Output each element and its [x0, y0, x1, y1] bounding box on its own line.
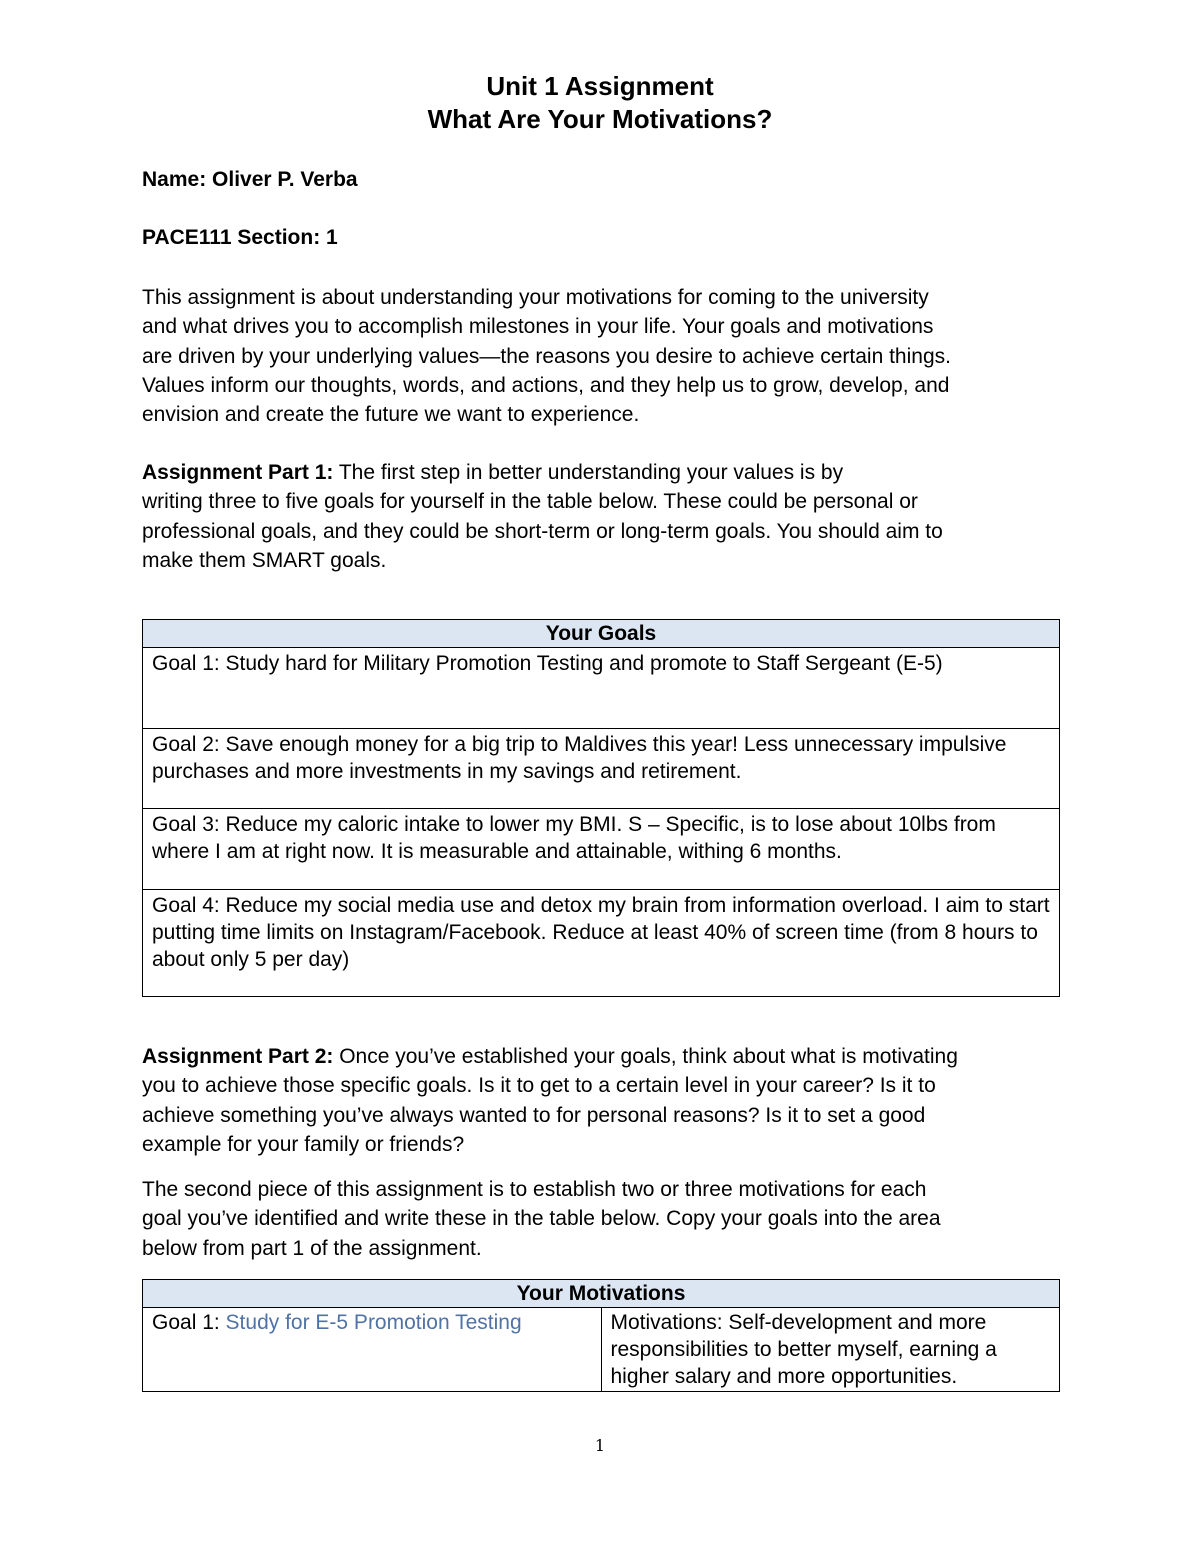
goal-4-cell[interactable]: Goal 4: Reduce my social media use and detox my brain from information overload. I aim to start putting time limits on Instagram/Facebook. Reduce at least 40% of screen time (from 8 hours to about only 5 per day): [143, 890, 1060, 997]
part2-followup-paragraph: [142, 1175, 1072, 1263]
goal-text: Study for E-5 Promotion Testing: [225, 1311, 522, 1334]
part1-line: professional goals, and they could be short-term or long-term goals. You should aim to: [142, 519, 943, 543]
intro-line: envision and create the future we want to experience.: [142, 403, 640, 427]
table-row: [143, 890, 1060, 997]
part1-paragraph: [142, 458, 1072, 575]
part2-line: example for your family or friends?: [142, 1132, 465, 1156]
part1-label: Assignment Part 1:: [142, 461, 334, 484]
table-row: [143, 648, 1060, 729]
part1-first-text: The first step in better understanding your values is by: [333, 461, 844, 484]
part2-paragraph: [142, 1042, 1072, 1159]
part2-line: you to achieve those specific goals. Is it to get to a certain level in your career? Is it to: [142, 1074, 936, 1098]
motivation-1-cell[interactable]: Motivations: Self-development and more responsibilities to better myself, earning a higher salary and more opportunities.: [601, 1308, 1060, 1392]
goals-table-header-row: [143, 620, 1060, 648]
part2-line: achieve something you’ve always wanted to for personal reasons? Is it to set a good: [142, 1103, 926, 1127]
motivation-goal-1-cell[interactable]: [143, 1308, 602, 1392]
intro-line: and what drives you to accomplish milestones in your life. Your goals and motivations: [142, 315, 934, 339]
intro-paragraph: [142, 283, 1072, 429]
part2-label: Assignment Part 2:: [142, 1045, 334, 1068]
name-value: Oliver P. Verba: [212, 168, 358, 191]
table-row: [143, 1308, 1060, 1392]
course-section-row: [142, 224, 338, 252]
document-subtitle: What Are Your Motivations?: [427, 104, 773, 134]
followup-line: below from part 1 of the assignment.: [142, 1236, 482, 1260]
name-label: Name:: [142, 168, 207, 191]
goals-table: [142, 619, 1060, 997]
motivations-table: [142, 1279, 1060, 1392]
goal-label: Goal 1:: [152, 1311, 226, 1334]
part1-line: writing three to five goals for yourself in the table below. These could be personal or: [142, 490, 918, 514]
motivations-table-header: Your Motivations: [143, 1280, 1060, 1308]
part2-first-text: Once you’ve established your goals, think about what is motivating: [333, 1045, 958, 1068]
goal-1-cell[interactable]: Goal 1: Study hard for Military Promotion Testing and promote to Staff Sergeant (E-5): [143, 648, 1060, 729]
intro-line: This assignment is about understanding your motivations for coming to the university: [142, 286, 929, 309]
intro-line: are driven by your underlying values—the reasons you desire to achieve certain things.: [142, 344, 951, 368]
table-row: [143, 809, 1060, 890]
page-number: 1: [594, 1436, 606, 1455]
document-title: Unit 1 Assignment: [486, 71, 714, 101]
part1-first-line: [142, 458, 1072, 487]
student-name-row: [142, 166, 358, 194]
motivations-table-header-row: [143, 1280, 1060, 1308]
intro-line: Values inform our thoughts, words, and actions, and they help us to grow, develop, and: [142, 373, 950, 397]
goal-3-cell[interactable]: Goal 3: Reduce my caloric intake to lower my BMI. S – Specific, is to lose about 10lbs from where I am at right now. It is measurable and attainable, withing 6 months.: [143, 809, 1060, 890]
table-row: [143, 729, 1060, 809]
goal-2-cell[interactable]: Goal 2: Save enough money for a big trip to Maldives this year! Less unnecessary impulsive purchases and more investments in my savings and retirement.: [143, 729, 1060, 809]
followup-line: goal you’ve identified and write these in the table below. Copy your goals into the area: [142, 1207, 941, 1231]
course-label: PACE111 Section:: [142, 226, 321, 249]
part2-first-line: [142, 1042, 1072, 1071]
goals-table-header: Your Goals: [143, 620, 1060, 648]
course-value: 1: [326, 226, 338, 249]
part1-line: make them SMART goals.: [142, 548, 387, 572]
followup-line: The second piece of this assignment is to establish two or three motivations for each: [142, 1178, 927, 1201]
